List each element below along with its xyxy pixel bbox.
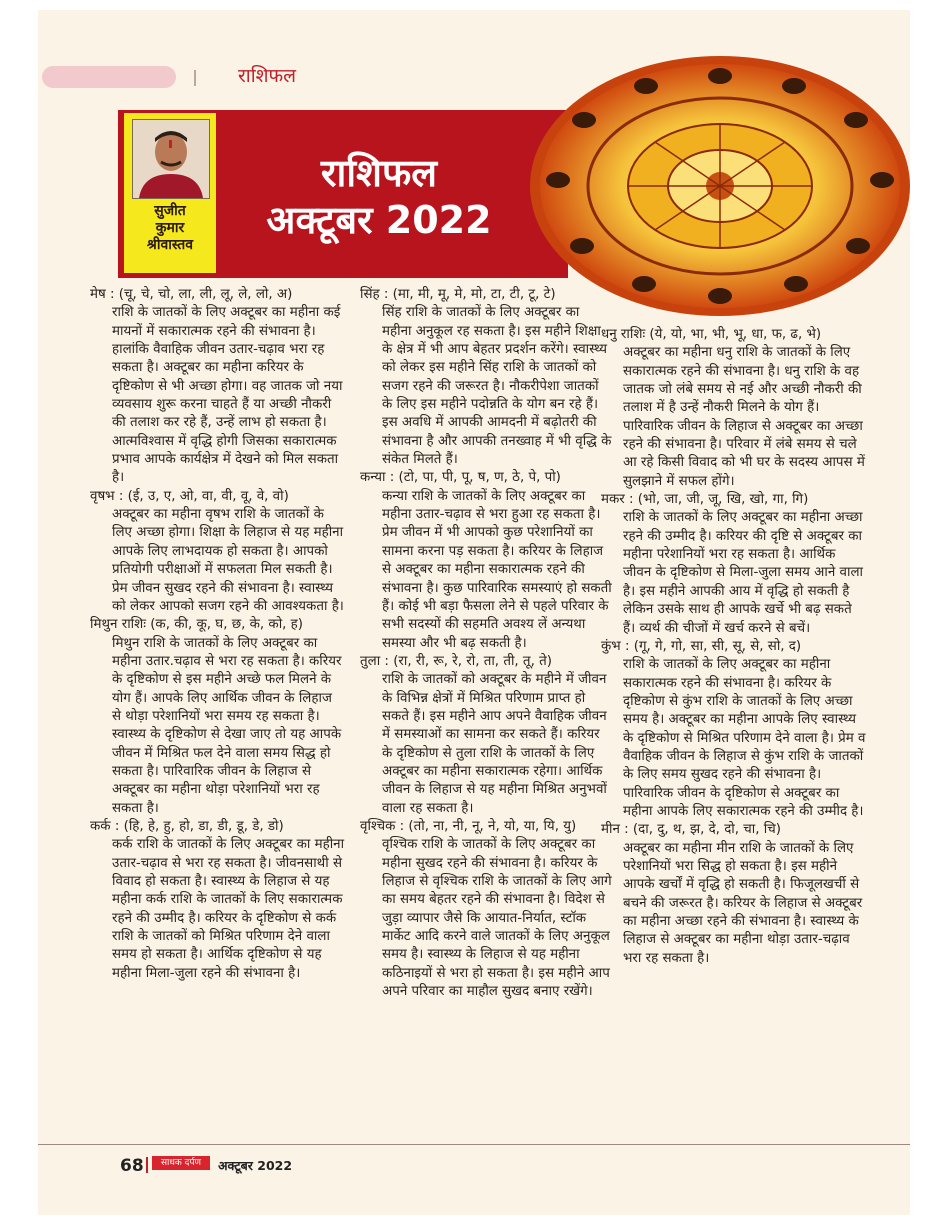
sign-heading: कुंभ : (गू, गे, गो, सा, सी, सू, से, सो, द) — [601, 638, 802, 654]
footer-rule — [38, 1144, 910, 1145]
zodiac-wheel-image — [526, 50, 910, 320]
author-name-line1: सुजीत — [154, 203, 186, 219]
author-name-line2: कुमार — [155, 220, 185, 236]
header-pill — [42, 66, 176, 88]
sign-heading: मेष : (चू, चे, चो, ला, ली, लू, ले, लो, अ) — [90, 287, 293, 302]
sign-text: राशि के जातकों के लिए अक्टूबर का महीना कई मायनों में सकारात्मक रहने की संभावना है। हालांकि वैवाहिक जीवन उतार-चढ़ाव भरा रह सकता है। अक्टूबर का महीना करियर के दृष्टिकोण से भी अच्छा होगा। वह जातक जो नया व्यवसाय शुरू करना चाहते हैं या अच्छी नौकरी की तलाश कर रहे हैं, उन्हें लाभ हो सकता है। आत्मविश्वास में वृद्धि होगी जिसका सकारात्मक प्रभाव आपके कार्यक्षेत्र में देखने को मिल सकता है। — [112, 305, 343, 486]
sign-text: कर्क राशि के जातकों के लिए अक्टूबर का महीना उतार-चढ़ाव से भरा रह सकता है। जीवनसाथी से विवाद हो सकता है। स्वास्थ्य के लिहाज से यह महीना कर्क राशि के जातकों के लिए सकारात्मक रहने की उम्मीद है। करियर के दृष्टिकोण से कर्क राशि के जातकों को मिश्रित परिणाम देने वाला समय हो सकता है। आर्थिक दृष्टिकोण से यह महीना मिला-जुला रहने की संभावना है। — [112, 837, 345, 981]
horoscope-dhanu — [601, 326, 866, 491]
header-divider — [194, 70, 196, 86]
horoscope-kanya — [360, 469, 612, 652]
footer-divider — [146, 1157, 148, 1173]
sign-text: राशि के जातकों के लिए अक्टूबर का महीना सकारात्मक रहने की संभावना है। करियर के दृष्टिकोण से कुंभ राशि के जातकों के लिए अच्छा समय है। अक्टूबर का महीना आपके लिए स्वास्थ्य के दृष्टिकोण से मिश्रित परिणाम देने वाला है। प्रेम व वैवाहिक जीवन के लिहाज से कुंभ राशि के जातकों के लिए समय सुखद रहने की संभावना है। पारिवारिक जीवन के दृष्टिकोण से अक्टूबर का महीना आपके लिए सकारात्मक रहने की उम्मीद है। — [623, 657, 866, 819]
column-2 — [360, 286, 612, 1001]
sign-text: अक्टूबर का महीना मीन राशि के जातकों के लिए परेशानियों भरा सिद्ध हो सकता है। इस महीने आपके खर्चों में वृद्धि हो सकती है। फिजूलखर्ची से बचने की जरूरत है। करियर के लिहाज से अक्टूबर का महीना अच्छा रहने की संभावना है। स्वास्थ्य के लिहाज से अक्टूबर का महीना थोड़ा उतार-चढ़ाव भरा रह सकता है। — [623, 840, 863, 966]
sign-text: अक्टूबर का महीना धनु राशि के जातकों के लिए सकारात्मक रहने की संभावना है। धनु राशि के वह जातक जो लंबे समय से नई और अच्छी नौकरी की तलाश में है उन्हें नौकरी मिलने के योग हैं। पारिवारिक जीवन के लिहाज से अक्टूबर का अच्छा रहने की संभावना है। परिवार में लंबे समय से चले आ रहे किसी विवाद को भी घर के सदस्य आपस में सुलझाने में सफल होंगे। — [623, 345, 865, 489]
author-photo — [132, 119, 210, 199]
horoscope-singh — [360, 286, 612, 469]
sign-heading: मीन : (दा, दु, थ, झ, दे, दो, चा, चि) — [601, 822, 781, 838]
author-box — [124, 113, 216, 273]
horoscope-mesh — [90, 286, 345, 488]
sign-text: राशि के जातकों के लिए अक्टूबर का महीना अच्छा रहने की उम्मीद है। करियर की दृष्टि से अक्टूबर का महीना परेशानियों भरा रह सकता है। आर्थिक जीवन के दृष्टिकोण से मिला-जुला समय आने वाला है। इस महीने आपकी आय में वृद्धि हो सकती है लेकिन उसके साथ ही आपके खर्चे भी बढ़ सकते हैं। व्यर्थ की चीजों में खर्च करने से बचें। — [623, 510, 863, 636]
author-name — [124, 203, 216, 254]
sign-heading: मकर : (भो, जा, जी, जू, खि, खो, गा, गि) — [601, 492, 809, 508]
horoscope-makar — [601, 491, 866, 638]
horoscope-tula — [360, 653, 612, 818]
magazine-page — [38, 10, 910, 1215]
author-name-line3: श्रीवास्तव — [146, 237, 194, 253]
horoscope-kumbh — [601, 638, 866, 821]
sign-heading: मिथुन राशिः (क, की, कू, घ, छ, के, को, ह) — [90, 617, 304, 633]
sign-heading: धनु राशिः (ये, यो, भा, भी, भू, धा, फ, ढ, भे) — [601, 327, 822, 342]
sign-heading: वृषभ : (ई, उ, ए, ओ, वा, वी, वू, वे, वो) — [90, 488, 289, 504]
page-number: 68 — [120, 1156, 144, 1176]
column-1 — [90, 286, 345, 983]
magazine-logo: साधक दर्पण — [152, 1156, 210, 1170]
issue-date: अक्टूबर 2022 — [218, 1158, 293, 1173]
section-title: राशिफल — [238, 65, 297, 87]
banner-title-line1: राशिफल — [320, 151, 438, 195]
horoscope-kark — [90, 818, 345, 983]
sign-text: सिंह राशि के जातकों के लिए अक्टूबर का महीना अनुकूल रह सकता है। इस महीने शिक्षा के क्षेत्र में भी आप बेहतर प्रदर्शन करेंगे। स्वास्थ्य को लेकर इस महीने सिंह राशि के जातकों को सजग रहने की जरूरत है। नौकरीपेशा जातकों के लिए इस महीने पदोन्नति के योग बन रहे हैं। इस अवधि में आपकी आमदनी में बढ़ोतरी की संभावना है और आपकी तनख्वाह में भी वृद्धि के संकेत मिलते हैं। — [382, 305, 612, 468]
horoscope-meen — [601, 821, 866, 968]
sign-text: वृश्चिक राशि के जातकों के लिए अक्टूबर का महीना सुखद रहने की संभावना है। करियर के लिहाज से वृश्चिक राशि के जातकों के लिए आगे का समय बेहतर रहने की संभावना है। विदेश से जुड़ा व्यापार जैसे कि आयात-निर्यात, स्टॉक मार्केट आदि करने वाले जातकों के लिए अनुकूल समय है। स्वास्थ्य के लिहाज से यह महीना कठिनाइयों से भरा हो सकता है। इस महीने आप अपने परिवार का माहौल सुखद बनाए रखेंगे। — [382, 837, 612, 1000]
sign-heading: कन्या : (टो, पा, पी, पू, ष, ण, ठे, पे, पो) — [360, 470, 561, 486]
horoscope-vrishchik — [360, 818, 612, 1001]
sign-text: अक्टूबर का महीना वृषभ राशि के जातकों के लिए अच्छा होगा। शिक्षा के लिहाज से यह महीना आपके लिए लाभदायक हो सकता है। आपको प्रतियोगी परीक्षाओं में सफलता मिल सकती है। प्रेम जीवन सुखद रहने की संभावना है। स्वास्थ्य को लेकर आपको सजग रहने की आवश्यकता है। — [112, 507, 344, 614]
sign-heading: सिंह : (मा, मी, मू, मे, मो, टा, टी, टू, टे) — [360, 287, 556, 302]
sign-heading: कर्क : (हि, हे, हु, हो, डा, डी, डू, डे, डो) — [90, 818, 284, 834]
sign-text: मिथुन राशि के जातकों के लिए अक्टूबर का महीना उतार.चढ़ाव से भरा रह सकता है। करियर के दृष्टिकोण से इस महीने अच्छे फल मिलने के योग हैं। आपके लिए आर्थिक जीवन के लिहाज से थोड़ा परेशानियों भरा समय रह सकता है। स्वास्थ्य के दृष्टिकोण से देखा जाए तो यह आपके जीवन में मिश्रित फल देने वाला समय सिद्ध हो सकता है। पारिवारिक जीवन के लिहाज से अक्टूबर का महीना थोड़ा परेशानियों भरा रह सकता है। — [112, 635, 342, 816]
sign-heading: वृश्चिक : (तो, ना, नी, नू, ने, यो, या, यि, यु) — [360, 818, 577, 834]
horoscope-mithun — [90, 616, 345, 818]
banner-title — [234, 150, 524, 244]
sign-text: कन्या राशि के जातकों के लिए अक्टूबर का महीना उतार-चढ़ाव से भरा हुआ रह सकता है। प्रेम जीवन में भी आपको कुछ परेशानियों का सामना करना पड़ सकता है। करियर के लिहाज से अक्टूबर का महीना सकारात्मक रहने की संभावना है। कुछ पारिवारिक समस्याएं हो सकती हैं। कोई भी बड़ा फैसला लेने से पहले परिवार के सभी सदस्यों की सहमति अवश्य लें अन्यथा समस्या और भी बढ़ सकती है। — [382, 488, 612, 651]
sign-heading: तुला : (रा, री, रू, रे, रो, ता, ती, तू, ते) — [360, 653, 552, 669]
sign-text: राशि के जातकों को अक्टूबर के महीने में जीवन के विभिन्न क्षेत्रों में मिश्रित परिणाम प्राप्त हो सकते हैं। इस महीने आप अपने वैवाहिक जीवन में समस्याओं का सामना कर सकते हैं। करियर के दृष्टिकोण से तुला राशि के जातकों के लिए अक्टूबर का महीना सकारात्मक रहेगा। आर्थिक जीवन के लिहाज से यह महीना मिश्रित अनुभवों वाला रह सकता है। — [382, 672, 607, 816]
horoscope-vrishabh — [90, 488, 345, 616]
banner-title-line2: अक्टूबर 2022 — [266, 198, 492, 242]
column-3 — [601, 326, 866, 968]
